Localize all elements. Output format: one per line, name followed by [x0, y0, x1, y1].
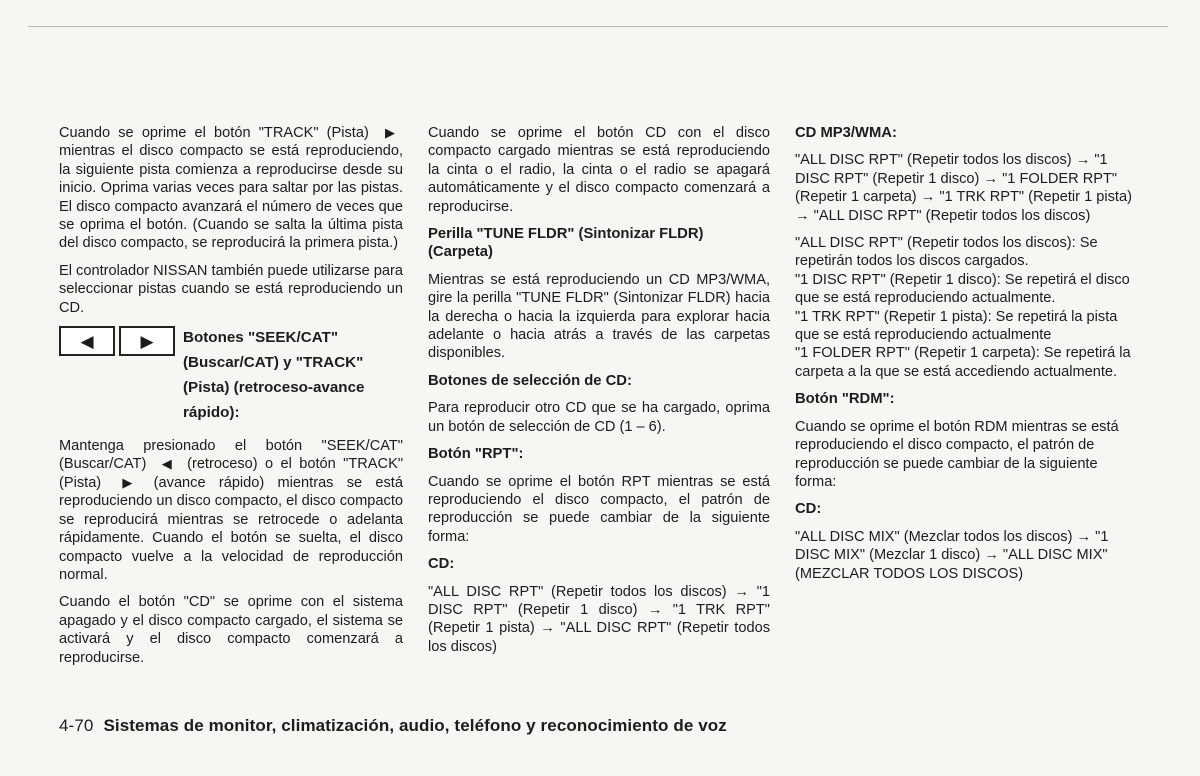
rpt-paragraph: Cuando se oprime el botón RPT mientras se está reproduciendo el disco compacto, el patrón de reproducción se puede cambiar de la siguiente forma: [428, 473, 770, 545]
triangle-right-icon: ▶ [122, 474, 133, 490]
cd-mix-subheading: CD: [795, 501, 822, 518]
triangle-left-icon: ◀ [80, 331, 94, 351]
button-illustration [59, 326, 175, 356]
column-1 [59, 124, 403, 676]
rpt-def-1-folder: "1 FOLDER RPT" (Repetir 1 carpeta): Se repetirá la carpeta a la que se está accediendo actualmente. [795, 345, 1131, 380]
page-footer [59, 716, 727, 736]
seek-track-heading: Botones "SEEK/CAT" (Buscar/CAT) y "TRACK" (Pista) (retroceso-avance rápido): [183, 329, 365, 422]
cd-power-paragraph: Cuando el botón "CD" se oprime con el sistema apagado y el disco compacto cargado, el sistema se activará y el disco compacto comenzará a reproducirse. [59, 594, 403, 666]
triangle-right-icon: ▶ [140, 331, 154, 351]
cd-button-paragraph: Cuando se oprime el botón CD con el disco compacto cargado mientras se está reproduciendo la cinta o el radio, la cinta o el radio se apagará automáticamente y el disco compacto comenzará a reproducirse. [428, 125, 770, 215]
track-text-a: Cuando se oprime el botón "TRACK" (Pista) [59, 125, 369, 141]
cd-select-paragraph: Para reproducir otro CD que se ha cargado, oprima un botón de selección de CD (1 – 6). [428, 400, 770, 435]
nissan-controller-paragraph: El controlador NISSAN también puede utilizarse para seleccionar pistas cuando se está reproduciendo un CD. [59, 262, 403, 316]
track-text-b: mientras el disco compacto se está reproduciendo, la siguiente pista comienza a reproducirse desde su inicio. Oprima varias veces para saltar por las pistas. El disco compacto avanzará el número de veces que se oprima el botón. (Cuando se salta la última pista del disco compacto, se reproducirá la primera pista.) [59, 143, 403, 252]
rpt-def-all-disc: "ALL DISC RPT" (Repetir todos los discos): Se repetirán todos los discos cargados. [795, 235, 1098, 270]
cd-mix-sequence: "ALL DISC MIX" (Mezclar todos los discos) → "1 DISC MIX" (Mezclar 1 disco) → "ALL DISC MIX" (MEZCLAR TODOS LOS DISCOS) [795, 528, 1109, 582]
seek-text-c: (avance rápido) mientras se está reproduciendo un disco compacto, el disco compacto se reproducirá mientras se retrocede o adelanta rápidamente. Cuando el botón se suelta, el disco compacto vuelve a la velocidad de reproducción normal. [59, 474, 403, 583]
tune-fldr-heading: Perilla "TUNE FLDR" (Sintonizar FLDR) (Carpeta) [428, 226, 704, 261]
rpt-def-1-disc: "1 DISC RPT" (Repetir 1 disco): Se repetirá el disco que se está reproduciendo actualmente. [795, 271, 1130, 307]
seek-text-b: (retroceso) o el botón "TRACK" (Pista) [59, 456, 403, 491]
column-3 [795, 124, 1140, 592]
rpt-def-1-trk: "1 TRK RPT" (Repetir 1 pista): Se repetirá la pista que se está reproduciendo actualmente [795, 308, 1118, 344]
seek-track-paragraph [59, 437, 403, 584]
top-rule [28, 26, 1168, 27]
mp3-rpt-sequence: "ALL DISC RPT" (Repetir todos los discos) → "1 DISC RPT" (Repetir 1 disco) → "1 FOLDER RPT" (Repetir 1 carpeta) → "1 TRK RPT" (Repetir 1 pista) → "ALL DISC RPT" (Repetir todos los discos) [795, 152, 1132, 224]
cd-subheading: CD: [428, 556, 455, 573]
rdm-paragraph: Cuando se oprime el botón RDM mientras se está reproduciendo el disco compacto, el patrón de reproducción se puede cambiar de la siguiente forma: [795, 418, 1119, 490]
seek-track-buttons-block [59, 326, 403, 425]
seek-text-a: Mantenga presionado el botón "SEEK/CAT" (Buscar/CAT) [59, 438, 403, 473]
section-title: Sistemas de monitor, climatización, audio, teléfono y reconocimiento de voz [103, 716, 727, 735]
track-paragraph [59, 124, 403, 253]
rpt-definitions [795, 234, 1140, 381]
rpt-heading: Botón "RPT": [428, 446, 524, 463]
column-2 [428, 124, 770, 665]
track-forward-button-graphic [119, 326, 175, 356]
triangle-left-icon: ◀ [161, 456, 172, 472]
cd-rpt-sequence: "ALL DISC RPT" (Repetir todos los discos) → "1 DISC RPT" (Repetir 1 disco) → "1 TRK RPT" (Repetir 1 pista) → "ALL DISC RPT" (Repetir todos los discos) [428, 583, 770, 655]
mp3-wma-heading: CD MP3/WMA: [795, 125, 897, 141]
page-number: 4-70 [59, 716, 94, 735]
rdm-heading: Botón "RDM": [795, 391, 895, 408]
tune-fldr-paragraph: Mientras se está reproduciendo un CD MP3/WMA, gire la perilla "TUNE FLDR" (Sintonizar FLDR) hacia la derecha o hacia la izquierda para explorar hacia adelante o hacia atrás a través de las carpetas disponibles. [428, 271, 770, 362]
play-forward-icon: ▶ [384, 125, 395, 140]
cd-select-heading: Botones de selección de CD: [428, 372, 632, 389]
seek-back-button-graphic [59, 326, 115, 356]
